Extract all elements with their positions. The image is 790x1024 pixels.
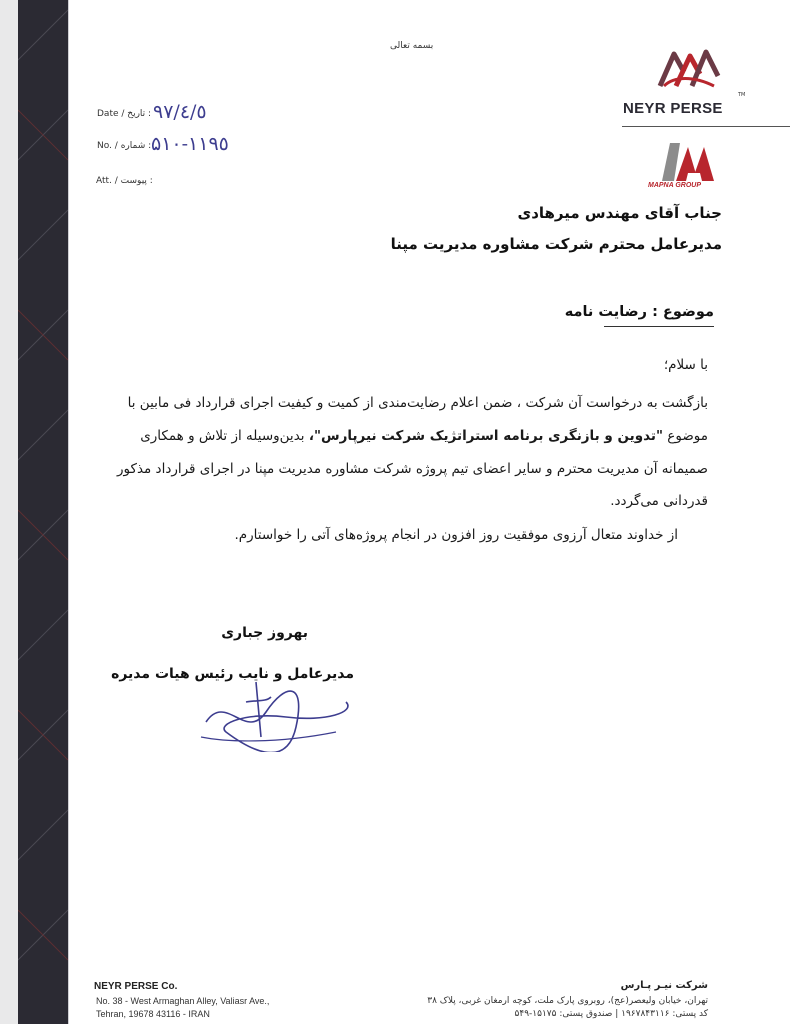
body-line-1: بازگشت به درخواست آن شرکت ، ضمن اعلام رضایت‌مندی از کمیت و کیفیت اجرای قرارداد فی مابین با	[127, 395, 708, 411]
subject: موضوع : رضایت نامه	[564, 304, 714, 320]
project-title: "تدوین و بازنگری برنامه استراتژیک شرکت نیرپارس"،	[308, 428, 663, 444]
mapna-logo	[658, 143, 720, 181]
body-line-2-suffix: بدین‌وسیله از تلاش و همکاری	[140, 428, 305, 444]
page-edge-line	[68, 0, 69, 1024]
date-value: ۹۷/٤/٥	[153, 101, 207, 123]
greeting: با سلام؛	[663, 357, 708, 373]
signatory-title: مدیرعامل و نایب رئیس هیات مدیره	[111, 666, 354, 682]
footer-company-en: NEYR PERSE Co.	[94, 981, 178, 992]
body-line-3: صمیمانه آن مدیریت محترم و سایر اعضای تیم پروژه شرکت مشاوره مدیریت مپنا در اجرای قرارداد مذکور	[117, 461, 708, 477]
basmala: بسمه تعالی	[390, 41, 434, 51]
neyr-perse-logo	[654, 46, 724, 92]
closing-line: از خداوند متعال آرزوی موفقیت روز افزون در انجام پروژه‌های آتی را خواستارم.	[234, 527, 678, 543]
footer-company-fa: شرکت نیـر پـارس	[620, 980, 708, 991]
trademark-mark: TM	[738, 92, 746, 98]
footer-codes-fa: کد پستی: ۱۹۶۷۸۴۳۱۱۶ | صندوق پستی: ۱۵۱۷۵-۵۴۹	[514, 1009, 708, 1019]
recipient-title: مدیرعامل محترم شرکت مشاوره مدیریت مپنا	[390, 235, 722, 253]
date-label: Date / تاریخ :	[97, 109, 152, 119]
footer-address-fa: تهران، خیابان ولیعصر(عج)، روبروی پارک ملت، کوچه ارمغان غربی، پلاک ۳۸	[427, 996, 708, 1006]
number-label: No. / شماره :	[97, 141, 152, 151]
subject-underline	[604, 326, 714, 327]
footer-address-en-2: Tehran, 19678 43116 - IRAN	[96, 1009, 210, 1019]
recipient-name: جناب آقای مهندس میرهادی	[517, 204, 722, 222]
attachment-label: Att. / پیوست :	[96, 176, 153, 186]
decorative-side-band	[18, 0, 68, 1024]
handwritten-signature	[186, 672, 376, 752]
signatory-name: بهروز جباری	[221, 625, 308, 641]
number-value: ۵۱۰-۱۱۹٥	[151, 133, 229, 155]
brand-name: NEYR PERSE	[623, 100, 723, 117]
header-rule	[622, 126, 790, 127]
body-line-2-prefix: موضوع	[667, 428, 708, 444]
footer-address-en-1: No. 38 - West Armaghan Alley, Valiasr Ave.,	[96, 996, 270, 1006]
letter-page	[18, 0, 790, 1024]
mapna-group-caption: MAPNA GROUP	[648, 182, 702, 189]
body-line-2	[140, 428, 708, 444]
body-line-4: قدردانی می‌گردد.	[610, 493, 708, 509]
